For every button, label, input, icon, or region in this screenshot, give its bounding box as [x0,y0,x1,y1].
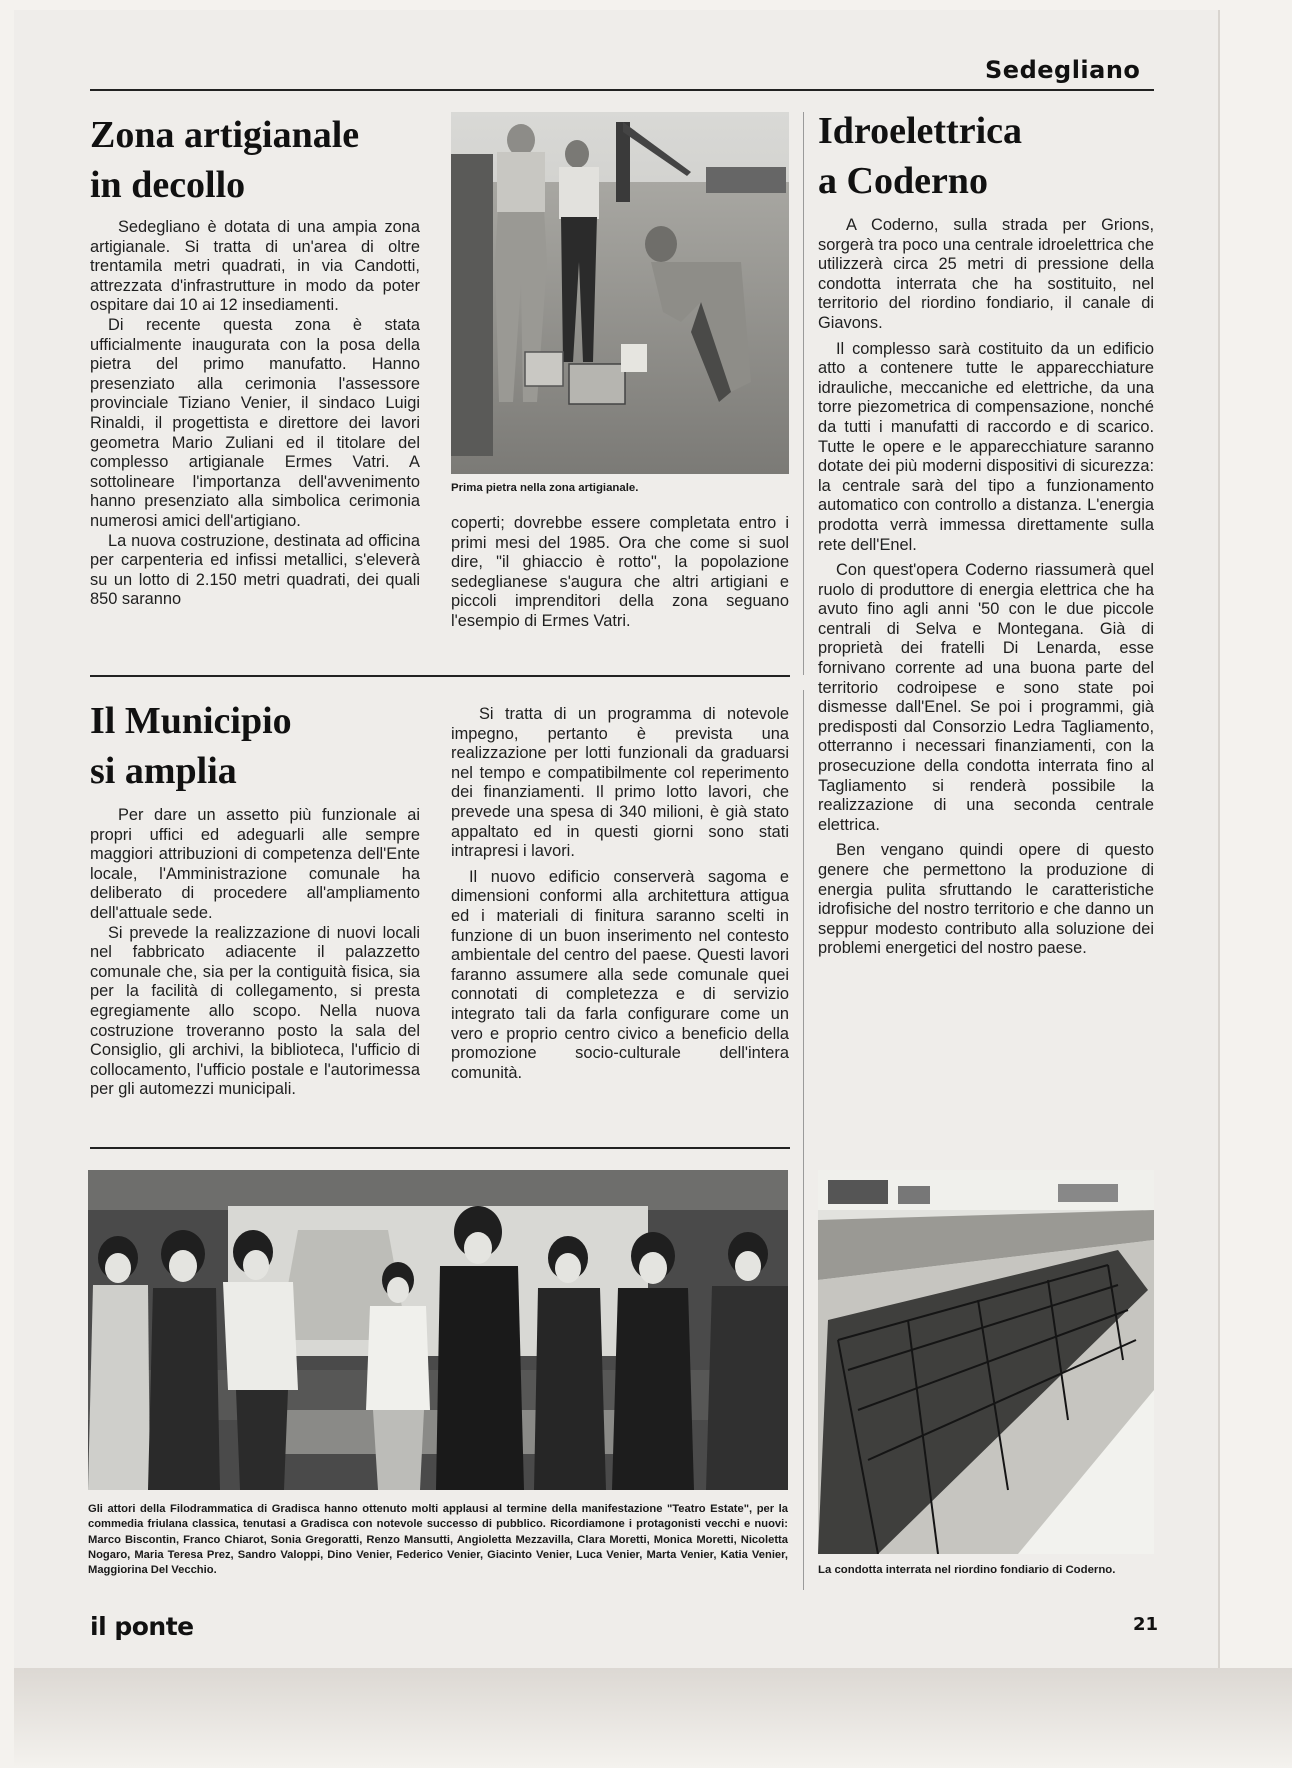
section-label: Sedegliano [985,56,1141,84]
magazine-logo: il ponte [90,1612,194,1641]
paragraph: La nuova costruzione, destinata ad officina per carpenteria ed infissi metallici, s'eleverà su un lotto di 2.150 metri quadrati, dei quali 850 saranno [90,531,420,609]
headline-zona-artigianale [90,110,359,210]
paragraph: Sedegliano è dotata di una ampia zona artigianale. Si tratta di un'area di oltre trentamila metri quadrati, in via Candotti, attrezzata d'infrastrutture in modo da poter ospitare dai 10 ai 12 insediamenti. [90,218,420,315]
idro-column [818,216,1154,959]
section-rule-municipio [90,675,790,677]
photo-filodrammatica-illustration [88,1170,788,1490]
zona-column-1 [90,218,420,610]
photo-caption-filodrammatica: Gli attori della Filodrammatica di Gradisca hanno ottenuto molti applausi al termine della manifestazione "Teatro Estate", per la commedia friulana classica, tenutasi a Gradisca con notevole successo di pubblico. Ricordiamone i protagonisti vecchi e nuovi: Marco Biscontin, Franco Chiarot, Sonia Gregoratti, Renzo Mansutti, Angioletta Mezzavilla, Clara Moretti, Monica Moretti, Nicoletta Nogaro, Maria Teresa Prez, Sandro Valoppi, Dino Venier, Federico Venier, Giacinto Venier, Luca Venier, Marta Venier, Katia Venier, Maggiorina Del Vecchio. [88,1503,788,1577]
paragraph: Il nuovo edificio conserverà sagoma e dimensioni conformi alla architettura attigua ed i materiali di finitura saranno scelti in funzione di un buon inserimento nel contesto ambientale del centro del paese. Questi lavori faranno assumere alla sede comunale quei connotati di completezza e di servizio integrato tali da farla configurare come un vero e proprio centro civico a beneficio della promozione socio-culturale dell'intera comunità. [451,867,789,1082]
photo-caption-condotta: La condotta interrata nel riordino fondiario di Coderno. [818,1564,1116,1576]
paragraph: Si tratta di un programma di notevole impegno, pertanto è prevista una realizzazione per lotti funzionali da graduarsi nel tempo e compatibilmente col reperimento dei finanziamenti. Il primo lotto lavori, che prevede una spesa di 340 milioni, è già stato appaltato ed in questi giorni sono stati intrapresi i lavori. [451,705,789,861]
header-rule [90,89,1154,91]
headline-line-1: Il Municipio [90,700,292,742]
scan-background [14,1668,1292,1768]
paragraph: Si prevede la realizzazione di nuovi locali nel fabbricato adiacente il palazzetto comunale che, sia per la contiguità fisica, sia per la facilità di collegamento, si presta egregiamente allo scopo. Nella nuova costruzione troveranno posto la sala del Consiglio, gli archivi, la biblioteca, l'ufficio di collocamento, l'ufficio postale e l'autorimessa per gli automezzi municipali. [90,923,420,1099]
paragraph: Il complesso sarà costituito da un edificio atto a contenere tutte le apparecchiature idrauliche, meccaniche ed elettriche, da una torre piezometrica di compensazione, nonché da tutti i manufatti di raccordo e di scarico. Tutte le opere e le apparecchiature saranno dotate dei più moderni dispositivi di sicurezza: la centrale sarà del tipo a funzionamento automatico con controllo a distanza. L'energia prodotta verrà immessa direttamente sulla rete dell'Enel. [818,339,1154,554]
photo-condotta-coderno [818,1170,1154,1554]
column-divider [803,690,804,1590]
headline-line-1: Idroelettrica [818,110,1022,152]
zona-column-2 [451,514,789,632]
section-rule-theatre [90,1147,790,1149]
paragraph: coperti; dovrebbe essere completata entro i primi mesi del 1985. Ora che come si suol dire, "il ghiaccio è rotto", la popolazione sedeglianese s'augura che altri artigiani e piccoli imprenditori della zona seguano l'esempio di Ermes Vatri. [451,514,789,630]
paragraph: Di recente questa zona è stata ufficialmente inaugurata con la posa della pietra del primo manufatto. Hanno presenziato alla cerimonia l'assessore provinciale Tiziano Venier, il sindaco Luigi Rinaldi, il progettista e direttore dei lavori geometra Mario Zuliani ed il titolare del complesso artigianale Ermes Vatri. A sottolineare l'importanza dell'avvenimento hanno presenziato alla simbolica cerimonia numerosi amici dell'artigiano. [90,315,420,530]
paragraph: Ben vengano quindi opere di questo genere che permettono la produzione di energia pulita sfruttando le caratteristiche idrofisiche del nostro territorio e che danno un seppur modesto contributo alla soluzione dei problemi energetici del nostro paese. [818,841,1154,958]
photo-caption-prima-pietra: Prima pietra nella zona artigianale. [451,482,639,494]
column-divider [803,112,804,675]
headline-idroelettrica [818,106,1022,206]
municipio-column-2 [451,705,789,1083]
headline-line-2: si amplia [90,750,237,792]
paragraph: A Coderno, sulla strada per Grions, sorgerà tra poco una centrale idroelettrica che utilizzerà circa 25 metri di pressione della condotta interrata che ha sostituito, nel territorio del riordino fondiario, il canale di Giavons. [818,216,1154,332]
municipio-column-1 [90,806,420,1100]
headline-line-2: in decollo [90,164,246,206]
photo-filodrammatica [88,1170,788,1490]
page-number: 21 [1133,1614,1159,1635]
photo-condotta-illustration [818,1170,1154,1554]
headline-line-1: Zona artigianale [90,114,360,156]
headline-line-2: a Coderno [818,160,988,202]
headline-municipio [90,696,292,796]
paragraph: Per dare un assetto più funzionale ai propri uffici ed adeguarli alle sempre maggiori attribuzioni di competenza dell'Ente locale, l'Amministrazione comunale ha deliberato di procedere all'ampliamento dell'attuale sede. [90,806,420,922]
paragraph: Con quest'opera Coderno riassumerà quel ruolo di produttore di energia elettrica che ha avuto fino agli anni '50 con le due piccole centrali di Selva e Montegana. Già di proprietà dei fratelli Di Lenarda, esse fornivano corrente ad una buona parte del territorio codroipese e sono state poi dismesse dall'Enel. Se poi i programmi, già predisposti dal Consorzio Ledra Tagliamento, otterranno i necessari finanziamenti, con la prosecuzione della condotta interrata fino al Tagliamento si renderà possibile la realizzazione di una seconda centrale elettrica. [818,561,1154,834]
photo-prima-pietra-illustration [451,112,789,474]
photo-prima-pietra [451,112,789,474]
